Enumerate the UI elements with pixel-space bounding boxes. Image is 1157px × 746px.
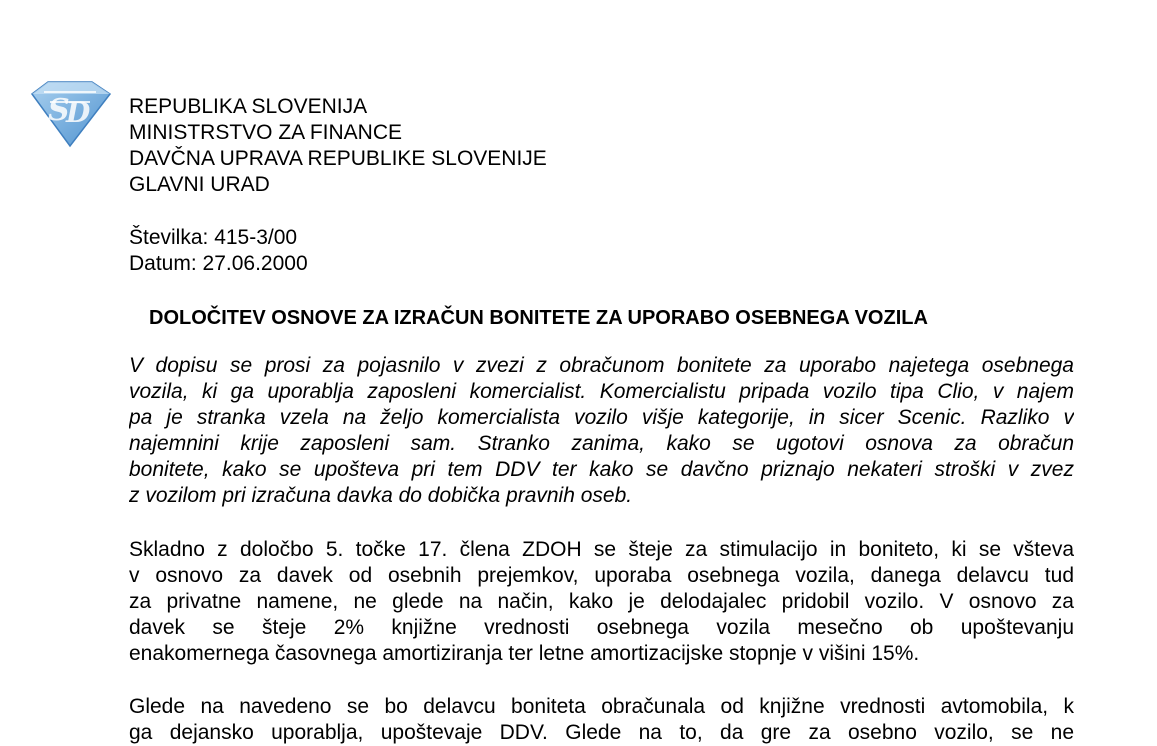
paragraph-line: Skladno z določbo 5. točke 17. člena ZDOH se šteje za stimulacijo in boniteto, ki se všteva	[129, 538, 1074, 561]
institution-header	[129, 94, 547, 198]
header-line-ministry: MINISTRSTVO ZA FINANCE	[129, 121, 403, 144]
document-date: Datum: 27.06.2000	[129, 252, 308, 275]
header-line-tax-administration: DAVČNA UPRAVA REPUBLIKE SLOVENIJE	[129, 147, 547, 170]
document-meta	[129, 225, 308, 277]
paragraph-line: v osnovo za davek od osebnih prejemkov, uporaba osebnega vozila, danega delavcu tud	[129, 564, 1074, 587]
paragraph-request	[129, 353, 1074, 509]
svg-text:S: S	[48, 93, 70, 128]
paragraph-line: enakomernega časovnega amortiziranja ter letne amortizacijske stopnje v višini 15%.	[129, 642, 920, 665]
durs-logo	[28, 80, 112, 148]
paragraph-line: ga dejansko uporablja, upoštevaje DDV. Glede na to, da gre za osebno vozilo, se ne	[129, 721, 1074, 744]
paragraph-line: za privatne namene, ne glede na način, kako je delodajalec pridobil vozilo. V osnovo za	[129, 590, 1074, 613]
header-line-republic: REPUBLIKA SLOVENIJA	[129, 95, 368, 118]
paragraph-line: bonitete, kako se upošteva pri tem DDV ter kako se davčno priznajo nekateri stroški v zvez	[129, 458, 1074, 481]
paragraph-line: najemnini krije zaposleni sam. Stranko zanima, kako se ugotovi osnova za obračun	[129, 432, 1074, 455]
paragraph-line: vozila, ki ga uporablja zaposleni komercialist. Komercialistu pripada vozilo tipa Clio, v najem	[129, 380, 1074, 403]
paragraph-line: V dopisu se prosi za pojasnilo v zvezi z obračunom bonitete za uporabo najetega osebnega	[129, 354, 1074, 377]
paragraph-legal-basis	[129, 537, 1074, 667]
svg-text:D: D	[66, 96, 91, 129]
document-title: DOLOČITEV OSNOVE ZA IZRAČUN BONITETE ZA UPORABO OSEBNEGA VOZILA	[149, 307, 928, 329]
paragraph-line: pa je stranka vzela na željo komercialista vozilo višje kategorije, in sicer Scenic. Razliko v	[129, 406, 1074, 429]
paragraph-line: davek se šteje 2% knjižne vrednosti osebnega vozila mesečno ob upoštevanju	[129, 616, 1074, 639]
paragraph-line: Glede na navedeno se bo delavcu boniteta obračunala od knjižne vrednosti avtomobila, k	[129, 695, 1074, 718]
header-line-head-office: GLAVNI URAD	[129, 173, 270, 196]
document-number: Številka: 415-3/00	[129, 226, 298, 249]
paragraph-line: z vozilom pri izračuna davka do dobička pravnih oseb.	[129, 484, 633, 507]
paragraph-conclusion	[129, 694, 1074, 746]
